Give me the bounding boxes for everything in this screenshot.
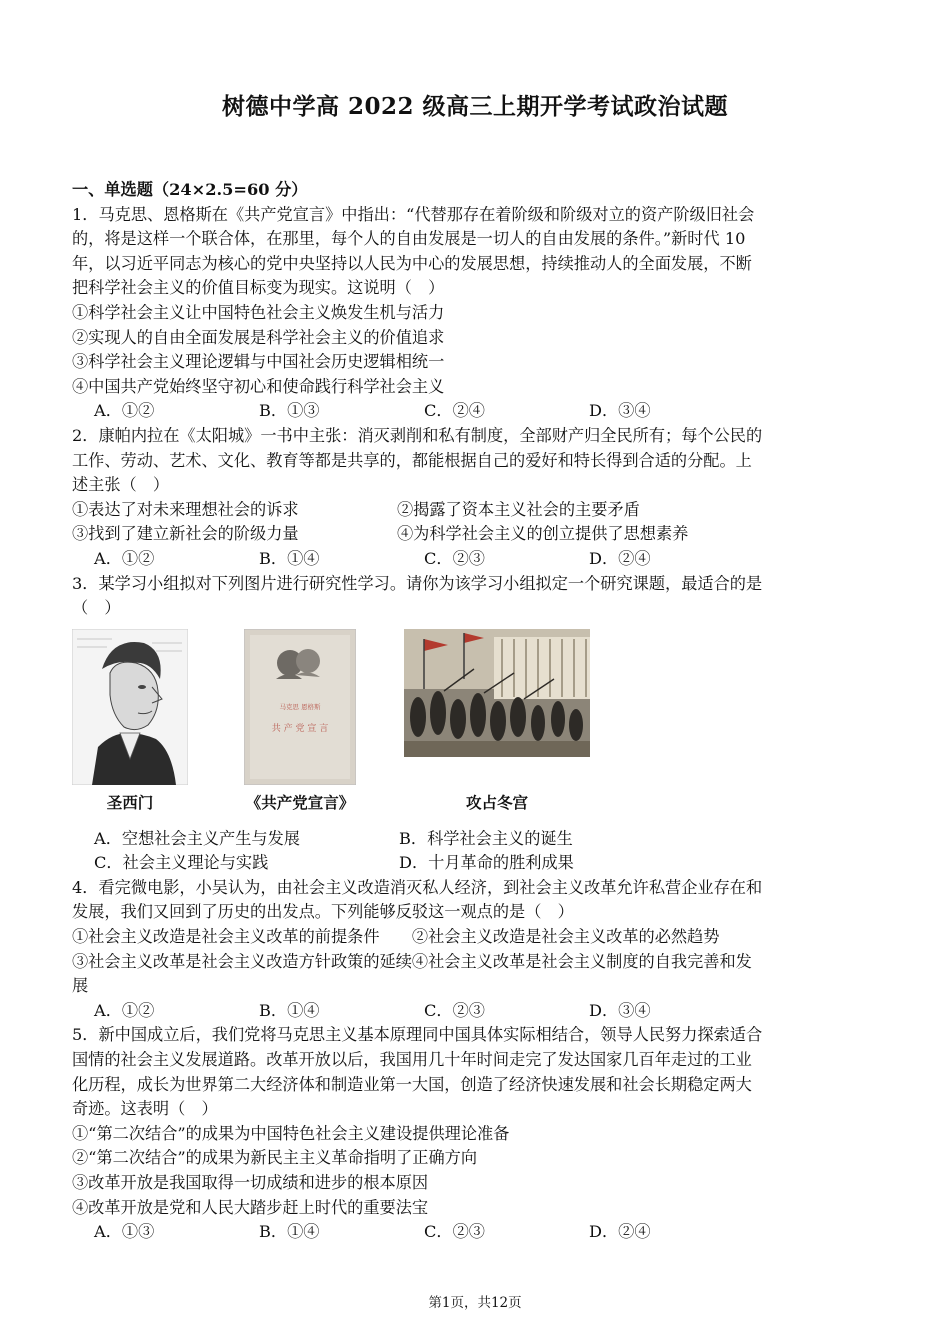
- q4-item-line: ①社会主义改造是社会主义改革的前提条件 ②社会主义改造是社会主义改革的必然趋势: [72, 927, 720, 947]
- q3-option-a: A．空想社会主义产生与发展: [94, 828, 300, 848]
- q1-stem-line: 把科学社会主义的价值目标变为现实。这说明（ ）: [72, 278, 445, 298]
- q2-item: ③找到了建立新社会的阶级力量: [72, 524, 299, 544]
- q3-figures: [72, 629, 882, 819]
- q3-option-c: C．社会主义理论与实践: [94, 853, 269, 873]
- q4-option-d: D．③④: [589, 1000, 651, 1020]
- question-5: [72, 1023, 882, 1244]
- q2-option-d: D．②④: [589, 548, 651, 568]
- q5-item: ③改革开放是我国取得一切成绩和进步的根本原因: [72, 1173, 429, 1192]
- q5-item: ②“第二次结合”的成果为新民主主义革命指明了正确方向: [72, 1148, 478, 1168]
- q4-stem-line: 发展，我们又回到了历史的出发点。下列能够反驳这一观点的是（ ）: [72, 902, 574, 922]
- question-2: [72, 424, 882, 572]
- q5-stem-line: 5．新中国成立后，我们党将马克思主义基本原理同中国具体实际相结合，领导人民努力探索适合: [72, 1025, 763, 1045]
- q2-option-c: C．②③: [424, 548, 485, 568]
- q1-stem-line: 的，将是这样一个联合体，在那里，每个人的自由发展是一切人的自由发展的条件。”新时代 10: [72, 229, 746, 249]
- q1-item: ①科学社会主义让中国特色社会主义焕发生机与活力: [72, 302, 445, 322]
- q4-stem-line: 4．看完微电影，小吴认为，由社会主义改造消灭私人经济，到社会主义改革允许私营企业存在和: [72, 877, 763, 897]
- exam-content: [72, 178, 882, 1245]
- q5-item: ①“第二次结合”的成果为中国特色社会主义建设提供理论准备: [72, 1123, 510, 1143]
- q2-option-a: A．①②: [94, 548, 155, 568]
- q5-stem-line: 国情的社会主义发展道路。改革开放以后，我国用几十年时间走完了发达国家几百年走过的工业: [72, 1050, 752, 1070]
- q1-option-c: C．②④: [424, 401, 485, 421]
- q4-options: [72, 999, 882, 1024]
- exam-title: 树德中学高 2022 级高三上期开学考试政治试题: [221, 93, 729, 120]
- q2-items-row: [72, 498, 882, 523]
- q5-option-b: B．①④: [259, 1222, 320, 1242]
- q5-option-a: A．①③: [94, 1222, 155, 1242]
- q2-option-b: B．①④: [259, 548, 320, 568]
- figure-manifesto: [244, 629, 356, 816]
- question-4: [72, 876, 882, 1024]
- cover-title-text: 共 产 党 宣 言: [271, 723, 329, 734]
- caption-winter-palace: 攻占冬宫: [465, 792, 528, 812]
- q1-option-a: A．①②: [94, 401, 155, 421]
- q5-item: ④改革开放是党和人民大踏步赶上时代的重要法宝: [72, 1197, 429, 1217]
- manifesto-cover-image: [244, 629, 356, 785]
- figure-saint-simon: [72, 629, 188, 816]
- q4-option-b: B．①④: [259, 1000, 320, 1020]
- q2-item: ①表达了对未来理想社会的诉求: [72, 499, 299, 519]
- q5-option-d: D．②④: [589, 1222, 651, 1242]
- q1-stem-line: 1．马克思、恩格斯在《共产党宣言》中指出：“代替那存在着阶级和阶级对立的资产阶级旧社会: [72, 204, 755, 224]
- caption-manifesto: 《共产党宣言》: [245, 792, 355, 812]
- section-heading: 一、单选题（24×2.5=60 分）: [72, 180, 308, 199]
- q4-item-line: 展: [72, 976, 89, 996]
- q1-item: ④中国共产党始终坚守初心和使命践行科学社会主义: [72, 376, 445, 396]
- q2-stem-line: 述主张（ ）: [72, 475, 170, 495]
- q1-item: ②实现人的自由全面发展是科学社会主义的价值追求: [72, 327, 445, 347]
- q3-options-row: [72, 851, 882, 876]
- q3-stem-line: （ ）: [72, 598, 121, 618]
- figure-winter-palace: [404, 629, 590, 816]
- q1-stem-line: 年，以习近平同志为核心的党中央坚持以人民为中心的发展思想，持续推动人的全面发展，不断: [72, 253, 752, 273]
- q3-option-b: B．科学社会主义的诞生: [399, 828, 573, 848]
- question-1: [72, 203, 882, 424]
- portrait-image: [72, 629, 188, 785]
- q3-option-d: D．十月革命的胜利成果: [399, 853, 574, 873]
- q3-stem-line: 3．某学习小组拟对下列图片进行研究性学习。请你为该学习小组拟定一个研究课题，最适合的是: [72, 573, 763, 593]
- q1-option-b: B．①③: [259, 401, 320, 421]
- page-footer: 第1页，共12页: [428, 1295, 522, 1311]
- q1-option-d: D．③④: [589, 401, 651, 421]
- q4-option-c: C．②③: [424, 1000, 485, 1020]
- q5-option-c: C．②③: [424, 1222, 485, 1242]
- q1-options: [72, 399, 882, 424]
- q5-stem-line: 奇迹。这表明（ ）: [72, 1099, 218, 1119]
- q3-options-row: [72, 827, 882, 852]
- cover-author-text: 马克思 恩格斯: [279, 702, 321, 711]
- q2-stem-line: 工作、劳动、艺术、文化、教育等都是共享的，都能根据自己的爱好和特长得到合适的分配。上: [72, 450, 752, 470]
- q1-item: ③科学社会主义理论逻辑与中国社会历史逻辑相统一: [72, 352, 445, 372]
- question-3: [72, 572, 882, 876]
- caption-saint-simon: 圣西门: [106, 792, 154, 812]
- q5-options: [72, 1220, 882, 1245]
- q4-option-a: A．①②: [94, 1000, 155, 1020]
- q2-item: ④为科学社会主义的创立提供了思想素养: [397, 524, 689, 544]
- q4-item-line: ③社会主义改革是社会主义改造方针政策的延续④社会主义改革是社会主义制度的自我完善和发: [72, 951, 752, 971]
- q2-options: [72, 547, 882, 572]
- winter-palace-image: [404, 629, 590, 757]
- q2-stem-line: 2．康帕内拉在《太阳城》一书中主张：消灭剥削和私有制度，全部财产归全民所有；每个公民的: [72, 425, 763, 445]
- q5-stem-line: 化历程，成长为世界第二大经济体和制造业第一大国，创造了经济快速发展和社会长期稳定两大: [72, 1074, 752, 1094]
- q2-item: ②揭露了资本主义社会的主要矛盾: [397, 499, 640, 519]
- q2-items-row: [72, 522, 882, 547]
